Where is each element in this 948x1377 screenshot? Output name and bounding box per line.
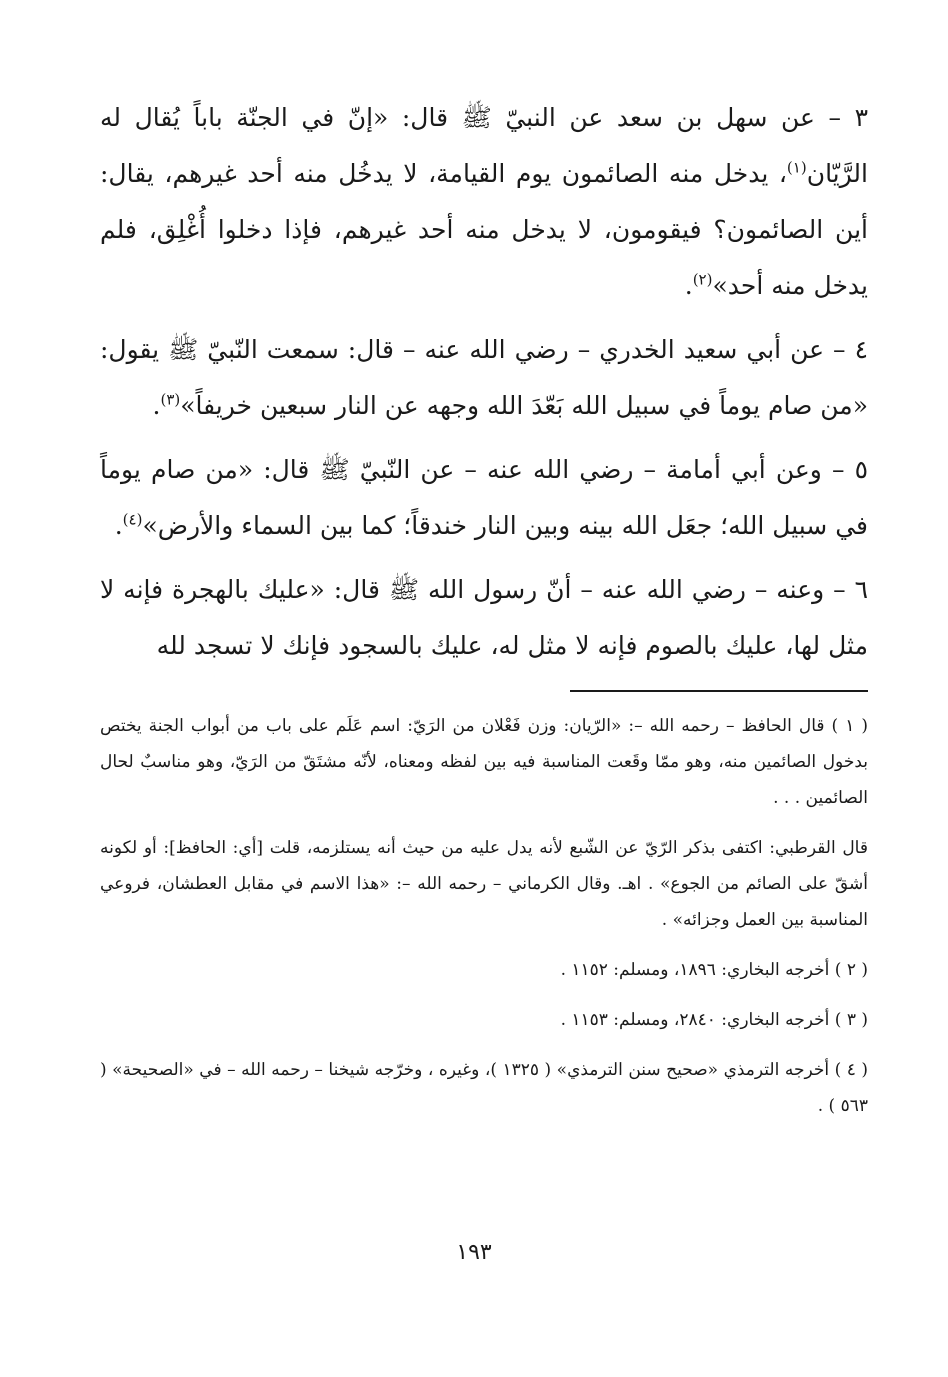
hadith-3-text: ٣ – عن سهل بن سعد عن النبيّ ﷺ قال: «إنّ في الجنّة باباً يُقال له الرَّيّان [100,103,868,188]
hadith-paragraph-5 [100,442,868,554]
main-text [100,90,868,682]
footnote-3: ( ٣ ) أخرجه البخاري: ٢٨٤٠، ومسلم: ١١٥٣ . [560,1010,868,1030]
footnote-ref-4[interactable]: (٤) [122,510,143,529]
hadith-5-text: ٥ – وعن أبي أمامة – رضي الله عنه – عن النّبيّ ﷺ قال: «من صام يوماً في سبيل الله؛ جعَل الله بينه وبين النار خندقاً؛ كما بين السماء والأرض» [100,455,868,540]
hadith-4-text: ٤ – عن أبي سعيد الخدري – رضي الله عنه – قال: سمعت النّبيّ ﷺ يقول: «من صام يوماً في سبيل الله بَعّدَ الله وجهه عن النار سبعين خريفاً» [100,335,868,420]
footnote-4: ( ٤ ) أخرجه الترمذي «صحيح سنن الترمذي» ( ١٣٢٥ )، وغيره ، وخرّجه شيخنا – رحمه الله – في «الصحيحة» ( ٥٦٣ ) . [100,1060,869,1116]
hadith-6-text: ٦ – وعنه – رضي الله عنه – أنّ رسول الله ﷺ قال: «عليك بالهجرة فإنه لا مثل لها، عليك بالصوم فإنه لا مثل له، عليك بالسجود فإنك لا تسجد لله [100,575,868,660]
footnote-1: ( ١ ) قال الحافظ – رحمه الله –: «الرّيان: وزن فَعْلان من الرَيّ: اسم عَلَم على باب من أبواب الجنة يختص بدخول الصائمين منه، وهو ممّا وقَعت المناسبة فيه بين لفظه ومعناه، لأنّه مشتَقّ من الرَيّ، وهو مناسبٌ لحال الصائمين . . . [100,716,869,808]
footnotes-section [100,708,868,1138]
footnote-ref-3[interactable]: (٣) [160,390,181,409]
hadith-paragraph-3 [100,90,868,314]
hadith-4-end: . [152,391,161,420]
footnote-ref-1[interactable]: (١) [786,158,807,177]
hadith-3-continued: ، يدخل منه الصائمون يوم القيامة، لا يدخُل منه أحد غيرهم، يقال: أين الصائمون؟ فيقومون، لا يدخل منه أحد غيرهم، فإذا دخلوا أُغْلِق، فلم يدخل منه أحد» [100,159,868,300]
hadith-3-end: . [684,271,693,300]
page-number: ١٩٣ [456,1240,492,1265]
footnote-2: ( ٢ ) أخرجه البخاري: ١٨٩٦، ومسلم: ١١٥٢ . [560,960,868,980]
footnote-ref-2[interactable]: (٢) [692,270,713,289]
footnote-divider [570,690,868,692]
hadith-5-end: . [114,511,123,540]
hadith-paragraph-6 [100,562,868,674]
footnote-1-continued: قال القرطبي: اكتفى بذكر الرّيّ عن الشّبع لأنه يدل عليه من حيث أنه يستلزمه، قلت [أي: الحافظ]: أو لكونه أشقّ على الصائم من الجوع» . اهـ. وقال الكرماني – رحمه الله –: «هذا الاسم في مقابل العطشان، فروعي المناسبة بين العمل وجزائه» . [100,838,868,930]
hadith-paragraph-4 [100,322,868,434]
